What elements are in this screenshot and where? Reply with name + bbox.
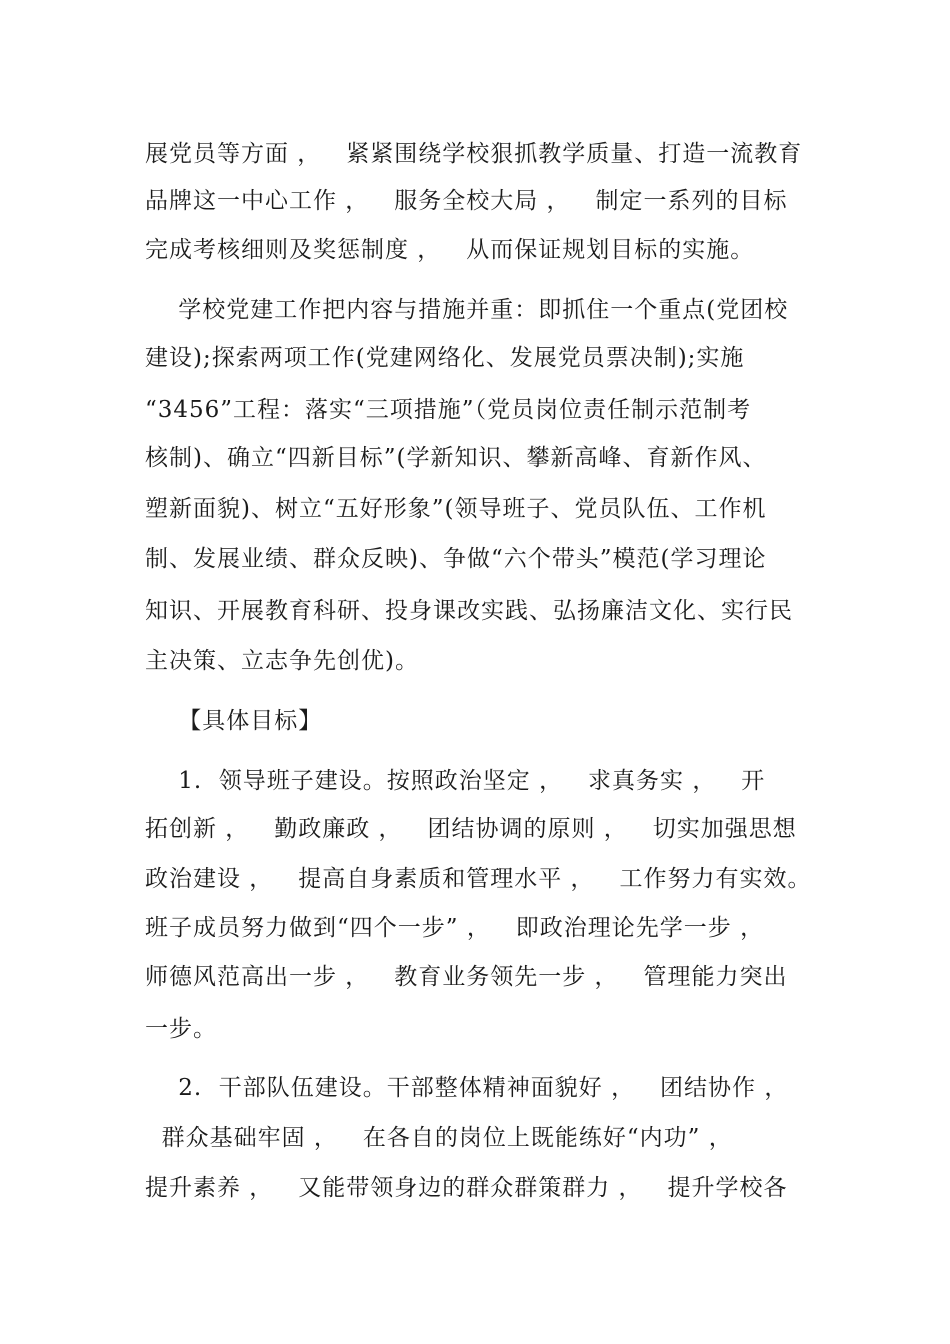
text-line: 一步。	[145, 1016, 217, 1042]
text-line: 师德风范高出一步 ， 教育业务领先一步 ， 管理能力突出	[145, 964, 788, 990]
text-line: 建设);探索两项工作(党建网络化、发展党员票决制);实施	[145, 345, 745, 371]
text-line: 品牌这一中心工作 ， 服务全校大局 ， 制定一系列的目标	[145, 188, 788, 214]
text-line: 群众基础牢固 ， 在各自的岗位上既能练好“内功” ，	[145, 1125, 733, 1151]
text-line: “3456”工程：落实“三项措施”（党员岗位责任制示范制考	[145, 397, 752, 423]
text-line: 制、发展业绩、群众反映)、争做“六个带头”模范(学习理论	[145, 546, 767, 572]
text-line: 完成考核细则及奖惩制度 ， 从而保证规划目标的实施。	[145, 237, 755, 263]
text-line: 展党员等方面 ， 紧紧围绕学校狠抓教学质量、打造一流教育	[145, 141, 803, 167]
text-line: 拓创新 ， 勤政廉政 ， 团结协调的原则 ， 切实加强思想	[145, 816, 797, 842]
text-line: 核制)、确立“四新目标”(学新知识、攀新高峰、育新作风、	[145, 445, 767, 471]
text-line: 1. 领导班子建设。按照政治坚定 ， 求真务实 ， 开	[145, 768, 766, 794]
text-line: 2. 干部队伍建设。干部整体精神面貌好 ， 团结协作 ，	[145, 1075, 789, 1101]
text-line: 班子成员努力做到“四个一步” ， 即政治理论先学一步 ，	[145, 915, 765, 941]
text-line: 提升素养 ， 又能带领身边的群众群策群力 ， 提升学校各	[145, 1175, 788, 1201]
text-line: 政治建设 ， 提高自身素质和管理水平 ， 工作努力有实效。	[145, 866, 812, 892]
text-line: 主决策、立志争先创优)。	[145, 648, 419, 674]
text-line: 学校党建工作把内容与措施并重：即抓住一个重点(党团校	[145, 297, 789, 323]
section-heading: 【具体目标】	[145, 708, 323, 734]
text-line: 知识、开展教育科研、投身课改实践、弘扬廉洁文化、实行民	[145, 598, 793, 624]
text-line: 塑新面貌)、树立“五好形象”(领导班子、党员队伍、工作机	[145, 496, 767, 522]
